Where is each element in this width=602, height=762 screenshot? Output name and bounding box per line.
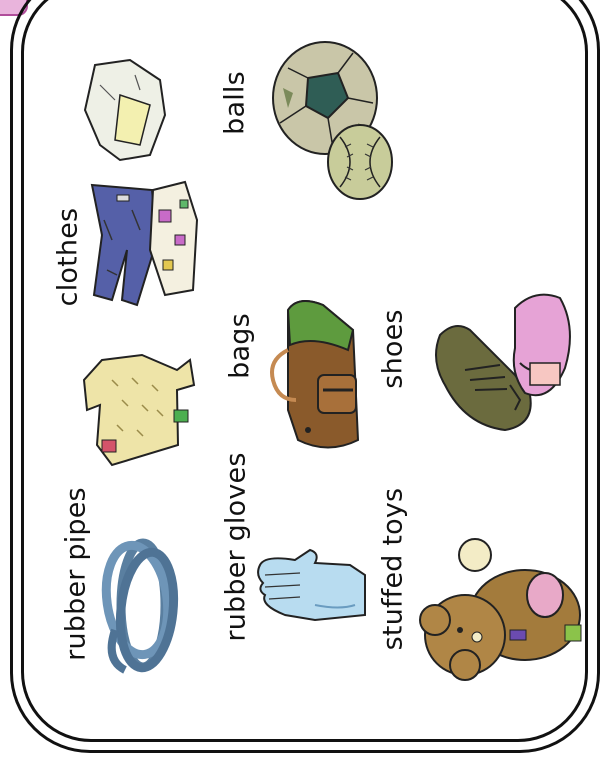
slipper-icon (505, 288, 580, 413)
shirt-icon (145, 180, 200, 300)
label-rubber-gloves: rubber gloves (220, 452, 252, 642)
bag-icon (268, 290, 368, 455)
sweater-icon (82, 350, 197, 470)
hose-icon (95, 530, 190, 680)
label-clothes: clothes (52, 207, 84, 307)
label-rubber-pipes: rubber pipes (60, 487, 92, 661)
baseball-icon (325, 122, 395, 202)
label-balls: balls (219, 71, 251, 135)
label-shoes: shoes (377, 309, 409, 389)
label-stuffed-toys: stuffed toys (377, 487, 409, 651)
teddy-bear-icon (415, 525, 590, 690)
rag-icon (80, 55, 170, 165)
label-bags: bags (224, 313, 256, 379)
glove-icon (255, 545, 370, 630)
